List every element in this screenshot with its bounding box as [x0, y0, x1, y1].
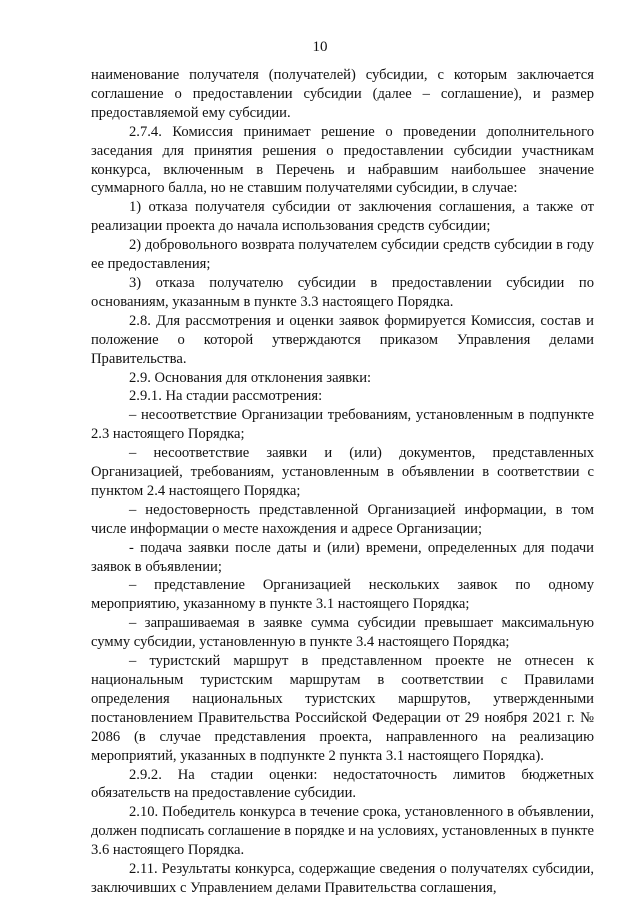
paragraph-p-dash-1: – несоответствие Организации требованиям, установленным в подпункте 2.3 настоящего Порядка; — [91, 407, 594, 443]
paragraph-p-2-10: 2.10. Победитель конкурса в течение срока, установленного в объявлении, должен подписать соглашение в порядке и на условиях, установленных в пункте 3.6 настоящего Порядка. — [91, 804, 594, 859]
paragraph-p-case-2: 2) добровольного возврата получателем субсидии средств субсидии в году ее предоставления; — [91, 237, 594, 273]
paragraph-p-case-3: 3) отказа получателю субсидии в предоставлении субсидии по основаниям, указанным в пункте 3.3 настоящего Порядка. — [91, 274, 594, 310]
paragraph-p-dash-2: – несоответствие заявки и (или) документов, представленных Организацией, требованиям, установленным в объявлении в соответствии с пунктом 2.4 настоящего Порядка; — [91, 445, 594, 499]
paragraph-p-2-9-1: 2.9.1. На стадии рассмотрения: — [129, 388, 323, 405]
paragraph-p-2-9: 2.9. Основания для отклонения заявки: — [129, 369, 372, 386]
paragraph-p-dash-4: - подача заявки после даты и (или) времени, определенных для подачи заявок в объявлении; — [91, 539, 594, 575]
paragraph-p-cont-1: наименование получателя (получателей) субсидии, с которым заключается соглашение о предоставлении субсидии (далее – соглашение), и размер предоставляемой ему субсидии. — [91, 67, 594, 121]
document-body — [91, 66, 594, 898]
paragraph-p-dash-5: – представление Организацией нескольких заявок по одному мероприятию, указанному в пункте 3.1 настоящего Порядка; — [91, 577, 594, 613]
paragraph-p-2-7-4: 2.7.4. Комиссия принимает решение о проведении дополнительного заседания для принятия решения о предоставлении субсидии участникам конкурса, включенным в Перечень и набравшим наибольшее значение суммарного балла, но не ставшим получателями субсидии, в случае: — [91, 123, 594, 197]
paragraph-p-2-8: 2.8. Для рассмотрения и оценки заявок формируется Комиссия, состав и положение о которой утверждаются приказом Управления делами Правительства. — [91, 312, 594, 367]
paragraph-p-2-9-2: 2.9.2. На стадии оценки: недостаточность лимитов бюджетных обязательств на предоставление субсидии. — [91, 766, 594, 802]
page-number: 10 — [312, 39, 328, 55]
paragraph-p-2-11: 2.11. Результаты конкурса, содержащие сведения о получателях субсидии, заключивших с Управлением делами Правительства соглашения, — [91, 861, 594, 896]
paragraph-p-dash-6: – запрашиваемая в заявке сумма субсидии превышает максимальную сумму субсидии, установленную в пункте 3.4 настоящего Порядка; — [91, 615, 594, 651]
paragraph-p-dash-7: – туристский маршрут в представленном проекте не отнесен к национальным туристским маршрутам в соответствии с Правилами определения национальных туристских маршрутов, утвержденными постановлением Правительства Российской Федерации от 29 ноября 2021 г. № 2086 (в случае представления проекта, направленного на реализацию мероприятий, указанных в подпункте 2 пункта 3.1 настоящего Порядка). — [91, 653, 594, 764]
paragraph-p-case-1: 1) отказа получателя субсидии от заключения соглашения, а также от реализации проекта до начала использования средств субсидии; — [91, 199, 594, 235]
paragraph-p-dash-3: – недостоверность представленной Организацией информации, в том числе информации о месте нахождения и адресе Организации; — [91, 501, 594, 537]
